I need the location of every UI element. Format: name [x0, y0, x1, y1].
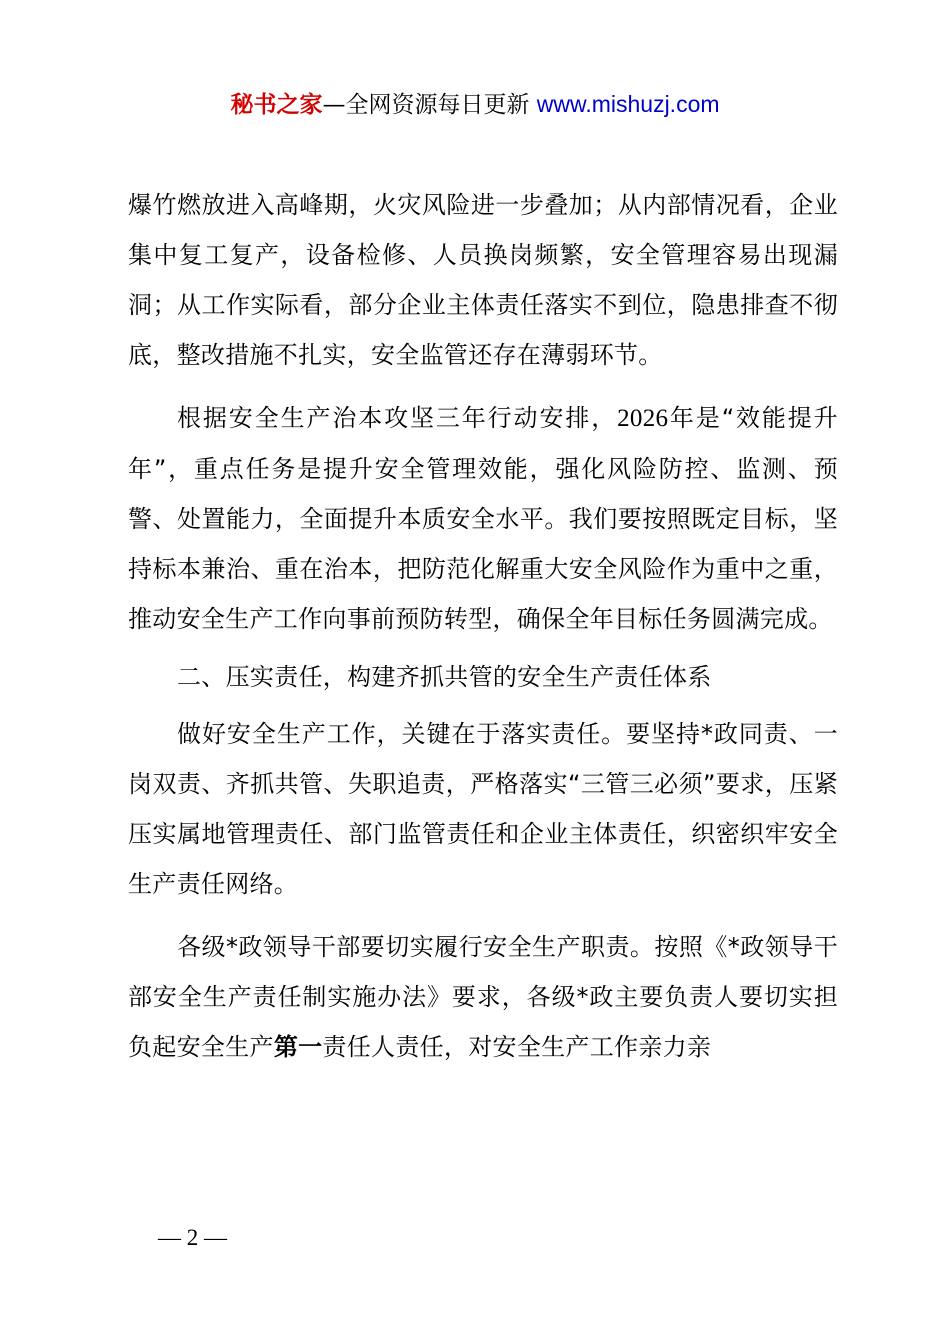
- paragraph-leaders: [128, 922, 838, 1072]
- paragraph-efficiency-year: [128, 393, 838, 644]
- paragraph-text: 责任人责任，对安全生产工作亲力亲: [322, 1033, 712, 1061]
- paragraph-text: 各级*政领导干部要切实履行安全生产职责。按照《*政领导干部安全生产责任制实施办法》要求，各级*政主要负责人要切实担负起安全生产: [128, 933, 838, 1061]
- document-body: [128, 180, 838, 1085]
- header-url-link[interactable]: www.mishuzj.com: [536, 91, 720, 117]
- page-number: — 2 —: [158, 1225, 227, 1250]
- paragraph-responsibility: 做好安全生产工作，关键在于落实责任。要坚持*政同责、一岗双责、齐抓共管、失职追责，严格落实“三管三必须”要求，压紧压实属地管理责任、部门监管责任和企业主体责任，织密织牢安全生产责任网络。: [128, 720, 838, 898]
- year-number: 2026: [617, 405, 669, 432]
- paragraph-text: 年是“效能提升年”，重点任务是提升安全管理效能，强化风险防控、监测、预警、处置能力，全面提升本质安全水平。我们要按照既定目标，坚持标本兼治、重在治本，把防范化解重大安全风险作为重中之重，推动安全生产工作向事前预防转型，确保全年目标任务圆满完成。: [128, 404, 838, 633]
- section-heading: 二、压实责任，构建齐抓共管的安全生产责任体系: [177, 663, 712, 691]
- page-header: [0, 88, 950, 121]
- header-tagline: —全网资源每日更新: [322, 92, 537, 118]
- paragraph-continuation: 爆竹燃放进入高峰期，火灾风险进一步叠加；从内部情况看，企业集中复工复产，设备检修、人员换岗频繁，安全管理容易出现漏洞；从工作实际看，部分企业主体责任落实不到位，隐患排查不彻底，整改措施不扎实，安全监管还存在薄弱环节。: [128, 191, 838, 369]
- header-brand: 秘书之家: [230, 92, 323, 118]
- paragraph-text: 根据安全生产治本攻坚三年行动安排，: [177, 404, 618, 432]
- bold-text: 第一: [273, 1033, 323, 1061]
